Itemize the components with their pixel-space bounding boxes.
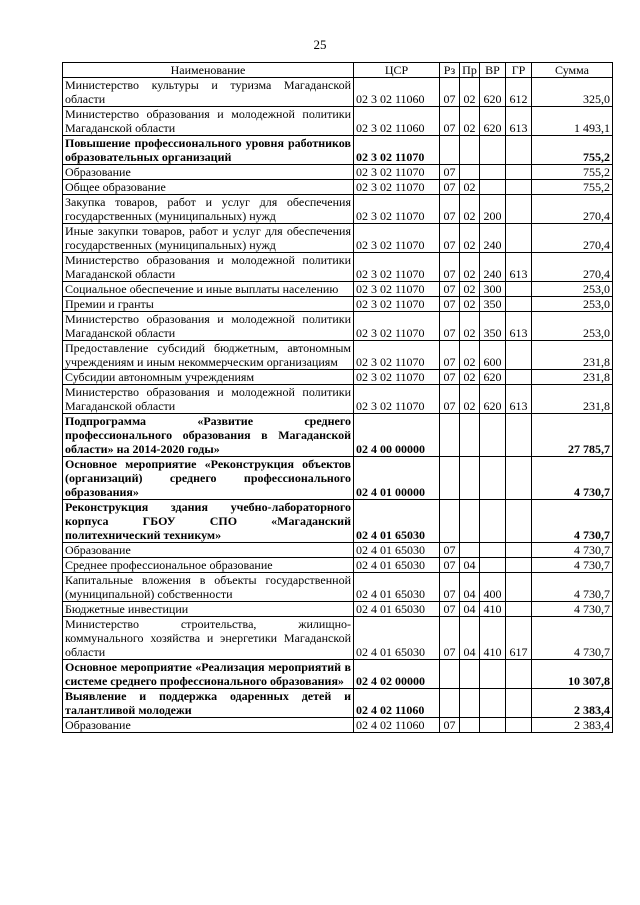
row-sum: 4 730,7	[532, 573, 613, 602]
row-rz: 07	[440, 617, 460, 660]
row-rz	[440, 136, 460, 165]
row-csr: 02 3 02 11070	[354, 385, 440, 414]
row-name: Субсидии автономным учреждениям	[63, 370, 354, 385]
row-name: Образование	[63, 543, 354, 558]
row-vr: 350	[480, 297, 506, 312]
row-gr: 612	[506, 78, 532, 107]
row-pr	[460, 660, 480, 689]
table-row	[63, 282, 613, 297]
row-sum: 253,0	[532, 312, 613, 341]
row-vr	[480, 457, 506, 500]
table-row	[63, 78, 613, 107]
row-csr: 02 4 01 00000	[354, 457, 440, 500]
row-rz: 07	[440, 282, 460, 297]
table-row	[63, 136, 613, 165]
row-pr	[460, 414, 480, 457]
row-sum: 2 383,4	[532, 718, 613, 733]
row-pr: 04	[460, 617, 480, 660]
row-gr	[506, 689, 532, 718]
row-name: Премии и гранты	[63, 297, 354, 312]
row-name: Министерство образования и молодежной политики Магаданской области	[63, 312, 354, 341]
row-gr	[506, 224, 532, 253]
row-sum: 270,4	[532, 195, 613, 224]
table-row	[63, 180, 613, 195]
row-rz	[440, 457, 460, 500]
table-row	[63, 385, 613, 414]
row-name: Бюджетные инвестиции	[63, 602, 354, 617]
row-csr: 02 3 02 11070	[354, 341, 440, 370]
row-sum: 755,2	[532, 165, 613, 180]
row-gr: 613	[506, 107, 532, 136]
header-name: Наименование	[63, 63, 354, 78]
row-name: Министерство образования и молодежной политики Магаданской области	[63, 385, 354, 414]
row-sum: 4 730,7	[532, 457, 613, 500]
row-name: Социальное обеспечение и иные выплаты населению	[63, 282, 354, 297]
row-csr: 02 3 02 11070	[354, 370, 440, 385]
row-rz: 07	[440, 573, 460, 602]
budget-table	[62, 62, 613, 733]
row-csr: 02 3 02 11070	[354, 312, 440, 341]
row-csr: 02 3 02 11070	[354, 136, 440, 165]
row-vr	[480, 180, 506, 195]
row-csr: 02 4 01 65030	[354, 602, 440, 617]
header-pr: Пр	[460, 63, 480, 78]
row-rz: 07	[440, 341, 460, 370]
row-gr	[506, 457, 532, 500]
row-pr	[460, 457, 480, 500]
table-row	[63, 573, 613, 602]
row-csr: 02 3 02 11070	[354, 297, 440, 312]
row-pr	[460, 136, 480, 165]
row-pr	[460, 500, 480, 543]
row-vr: 240	[480, 224, 506, 253]
row-vr	[480, 414, 506, 457]
row-pr: 02	[460, 78, 480, 107]
row-name: Реконструкция здания учебно-лабораторного корпуса ГБОУ СПО «Магаданский политехнический техникум»	[63, 500, 354, 543]
header-rz: Рз	[440, 63, 460, 78]
row-pr: 02	[460, 195, 480, 224]
table-row	[63, 370, 613, 385]
row-rz: 07	[440, 370, 460, 385]
row-csr: 02 3 02 11070	[354, 224, 440, 253]
row-rz	[440, 689, 460, 718]
table-row	[63, 689, 613, 718]
row-gr: 613	[506, 253, 532, 282]
table-header-row	[63, 63, 613, 78]
row-vr: 240	[480, 253, 506, 282]
row-vr	[480, 718, 506, 733]
row-vr: 620	[480, 107, 506, 136]
row-pr	[460, 689, 480, 718]
row-sum: 4 730,7	[532, 617, 613, 660]
row-gr	[506, 136, 532, 165]
row-pr: 02	[460, 370, 480, 385]
row-gr	[506, 297, 532, 312]
row-csr: 02 3 02 11070	[354, 282, 440, 297]
row-rz: 07	[440, 297, 460, 312]
table-row	[63, 107, 613, 136]
row-gr	[506, 660, 532, 689]
row-name: Предоставление субсидий бюджетным, автономным учреждениям и иным некоммерческим организациям	[63, 341, 354, 370]
row-name: Подпрограмма «Развитие среднего профессионального образования в Магаданской области» на 2014-2020 годы»	[63, 414, 354, 457]
row-csr: 02 4 02 11060	[354, 718, 440, 733]
row-gr	[506, 414, 532, 457]
row-name: Министерство строительства, жилищно-коммунального хозяйства и энергетики Магаданской области	[63, 617, 354, 660]
row-sum: 4 730,7	[532, 558, 613, 573]
row-name: Среднее профессиональное образование	[63, 558, 354, 573]
row-vr: 400	[480, 573, 506, 602]
row-rz: 07	[440, 253, 460, 282]
row-name: Закупка товаров, работ и услуг для обеспечения государственных (муниципальных) нужд	[63, 195, 354, 224]
row-rz: 07	[440, 312, 460, 341]
page-number: 25	[313, 37, 327, 52]
row-gr	[506, 341, 532, 370]
row-gr	[506, 718, 532, 733]
row-name: Выявление и поддержка одаренных детей и талантливой молодежи	[63, 689, 354, 718]
row-pr: 04	[460, 558, 480, 573]
row-sum: 253,0	[532, 297, 613, 312]
row-vr	[480, 689, 506, 718]
row-sum: 253,0	[532, 282, 613, 297]
row-vr	[480, 165, 506, 180]
row-vr: 300	[480, 282, 506, 297]
row-vr: 600	[480, 341, 506, 370]
table-row	[63, 165, 613, 180]
row-name: Повышение профессионального уровня работников образовательных организаций	[63, 136, 354, 165]
row-gr	[506, 543, 532, 558]
row-pr	[460, 543, 480, 558]
row-gr	[506, 282, 532, 297]
row-rz: 07	[440, 78, 460, 107]
row-sum: 10 307,8	[532, 660, 613, 689]
row-rz: 07	[440, 558, 460, 573]
row-rz: 07	[440, 180, 460, 195]
table-row	[63, 660, 613, 689]
row-gr	[506, 573, 532, 602]
row-pr: 02	[460, 282, 480, 297]
row-vr: 200	[480, 195, 506, 224]
row-name: Образование	[63, 165, 354, 180]
table-row	[63, 602, 613, 617]
row-pr: 04	[460, 573, 480, 602]
row-name: Общее образование	[63, 180, 354, 195]
row-name: Министерство образования и молодежной политики Магаданской области	[63, 253, 354, 282]
row-sum: 4 730,7	[532, 500, 613, 543]
row-csr: 02 4 01 65030	[354, 543, 440, 558]
row-pr: 02	[460, 180, 480, 195]
row-name: Иные закупки товаров, работ и услуг для обеспечения государственных (муниципальных) нужд	[63, 224, 354, 253]
row-rz: 07	[440, 224, 460, 253]
row-csr: 02 4 01 65030	[354, 573, 440, 602]
row-name: Капитальные вложения в объекты государственной (муниципальной) собственности	[63, 573, 354, 602]
row-rz: 07	[440, 602, 460, 617]
row-rz: 07	[440, 107, 460, 136]
row-gr: 617	[506, 617, 532, 660]
row-gr	[506, 370, 532, 385]
header-csr: ЦСР	[354, 63, 440, 78]
row-pr: 02	[460, 341, 480, 370]
row-csr: 02 4 01 65030	[354, 500, 440, 543]
row-gr: 613	[506, 385, 532, 414]
row-vr: 620	[480, 78, 506, 107]
row-rz: 07	[440, 165, 460, 180]
row-sum: 270,4	[532, 224, 613, 253]
row-pr: 02	[460, 224, 480, 253]
row-rz: 07	[440, 718, 460, 733]
row-vr	[480, 500, 506, 543]
row-sum: 755,2	[532, 180, 613, 195]
table-row	[63, 341, 613, 370]
row-gr: 613	[506, 312, 532, 341]
row-rz	[440, 500, 460, 543]
row-sum: 755,2	[532, 136, 613, 165]
row-vr: 350	[480, 312, 506, 341]
table-row	[63, 224, 613, 253]
row-name: Основное мероприятие «Реализация мероприятий в системе среднего профессионального образования»	[63, 660, 354, 689]
row-vr: 620	[480, 385, 506, 414]
table-row	[63, 312, 613, 341]
row-csr: 02 3 02 11070	[354, 165, 440, 180]
row-rz: 07	[440, 195, 460, 224]
row-pr: 04	[460, 602, 480, 617]
row-gr	[506, 180, 532, 195]
row-name: Министерство образования и молодежной политики Магаданской области	[63, 107, 354, 136]
header-vr: ВР	[480, 63, 506, 78]
header-gr: ГР	[506, 63, 532, 78]
row-pr: 02	[460, 312, 480, 341]
row-name: Основное мероприятие «Реконструкция объектов (организаций) среднего профессионального образования»	[63, 457, 354, 500]
row-csr: 02 3 02 11070	[354, 180, 440, 195]
row-vr	[480, 558, 506, 573]
row-sum: 2 383,4	[532, 689, 613, 718]
row-pr: 02	[460, 253, 480, 282]
row-csr: 02 4 02 11060	[354, 689, 440, 718]
row-sum: 231,8	[532, 341, 613, 370]
table-row	[63, 558, 613, 573]
row-gr	[506, 602, 532, 617]
table-row	[63, 253, 613, 282]
row-gr	[506, 165, 532, 180]
row-rz	[440, 414, 460, 457]
row-pr: 02	[460, 297, 480, 312]
row-vr	[480, 660, 506, 689]
row-pr: 02	[460, 385, 480, 414]
row-sum: 270,4	[532, 253, 613, 282]
row-csr: 02 4 01 65030	[354, 617, 440, 660]
row-pr	[460, 165, 480, 180]
row-csr: 02 3 02 11060	[354, 78, 440, 107]
table-row	[63, 543, 613, 558]
row-vr	[480, 543, 506, 558]
row-pr	[460, 718, 480, 733]
row-vr	[480, 136, 506, 165]
table-row	[63, 297, 613, 312]
table-row	[63, 414, 613, 457]
row-vr: 410	[480, 617, 506, 660]
row-sum: 4 730,7	[532, 602, 613, 617]
row-name: Министерство культуры и туризма Магаданской области	[63, 78, 354, 107]
row-sum: 4 730,7	[532, 543, 613, 558]
table-row	[63, 457, 613, 500]
row-sum: 1 493,1	[532, 107, 613, 136]
row-vr: 410	[480, 602, 506, 617]
row-csr: 02 4 02 00000	[354, 660, 440, 689]
row-rz: 07	[440, 385, 460, 414]
table-row	[63, 500, 613, 543]
row-name: Образование	[63, 718, 354, 733]
row-vr: 620	[480, 370, 506, 385]
row-csr: 02 4 00 00000	[354, 414, 440, 457]
row-sum: 231,8	[532, 385, 613, 414]
table-row	[63, 617, 613, 660]
row-sum: 325,0	[532, 78, 613, 107]
row-gr	[506, 195, 532, 224]
row-sum: 27 785,7	[532, 414, 613, 457]
row-rz	[440, 660, 460, 689]
row-rz: 07	[440, 543, 460, 558]
row-csr: 02 3 02 11060	[354, 107, 440, 136]
row-gr	[506, 558, 532, 573]
row-sum: 231,8	[532, 370, 613, 385]
row-pr: 02	[460, 107, 480, 136]
row-csr: 02 4 01 65030	[354, 558, 440, 573]
row-csr: 02 3 02 11070	[354, 253, 440, 282]
table-row	[63, 195, 613, 224]
header-sum: Сумма	[532, 63, 613, 78]
row-gr	[506, 500, 532, 543]
table-row	[63, 718, 613, 733]
row-csr: 02 3 02 11070	[354, 195, 440, 224]
